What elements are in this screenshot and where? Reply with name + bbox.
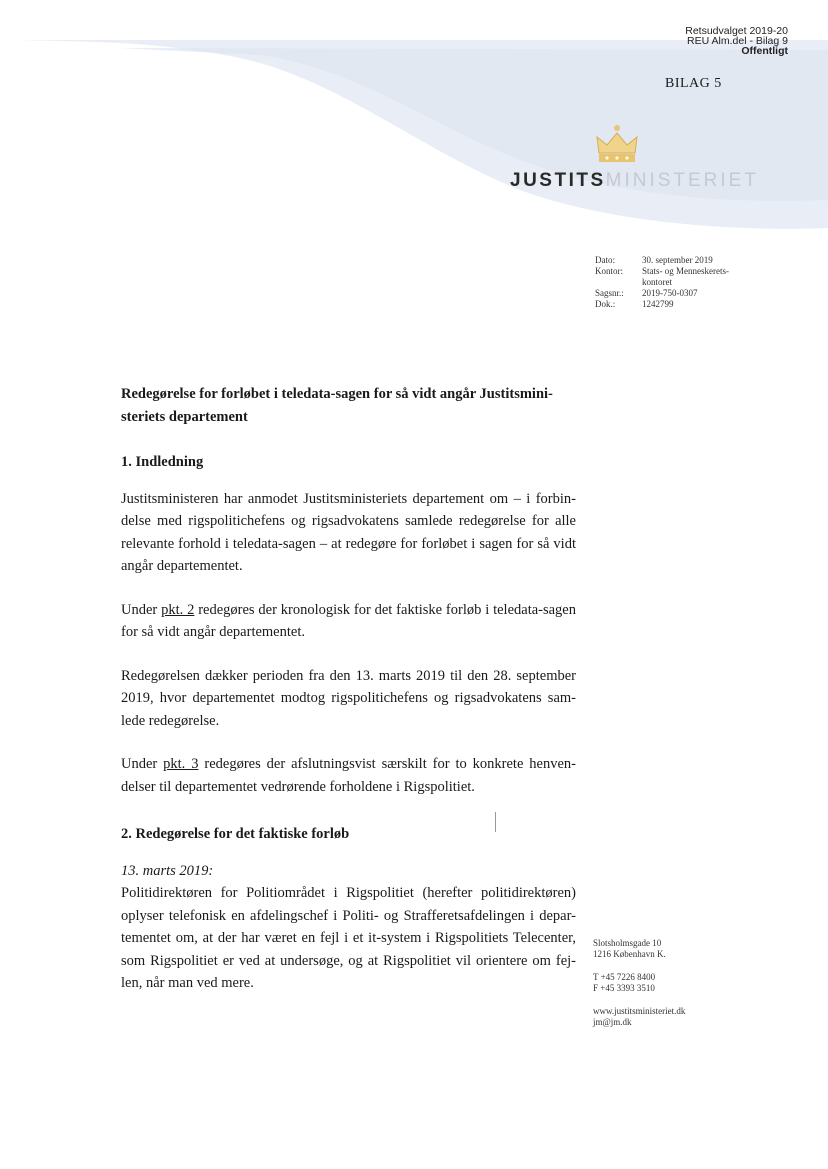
text: redegøres der afslutningsvist særskilt for to konkrete henven-delser til departementet vedrørende forholdene i Rigspolitiet. — [121, 756, 576, 795]
phone-block — [593, 972, 685, 994]
section-heading-1: 1. Indledning — [121, 454, 204, 470]
fax-number: F +45 3393 3510 — [593, 983, 655, 993]
meta-label: Kontor: — [595, 266, 623, 276]
email-link[interactable]: jm@jm.dk — [593, 1017, 632, 1027]
paragraph — [121, 753, 576, 798]
paragraph: Redegørelsen dækker perioden fra den 13. marts 2019 til den 28. september 2019, hvor departementet modtog rigspolitichefens og rigsadvokatens sam-lede redegørelse. — [121, 667, 576, 729]
address-street: Slotsholmsgade 10 — [593, 938, 662, 948]
meta-value: 2019-750-0307 — [642, 288, 698, 298]
text: Under — [121, 756, 164, 772]
meta-label: Dato: — [595, 255, 615, 265]
paragraph: Politidirektøren for Politiområdet i Rigspolitiet (herefter politidirektøren) oplyser telefonisk en afdelingschef i Politi- og Strafferetsafdelingen i depar-tementet om, at der har været en fejl i et it-system i Rigspolitiets Telecenter, som Rigspolitiet er ved at undersøge, og at Rigspolitiet vil orientere om fej-len, når man ved mere. — [121, 885, 576, 991]
meta-row — [595, 288, 752, 299]
paragraph: Justitsministeren har anmodet Justitsministeriets departement om – i forbin-delse med rigspolitichefens og rigsadvokatens samlede redegørelse for alle relevante forhold i teledata-sagen – at redegøre for forløbet i sagen for så vidt angår departementet. — [121, 490, 576, 574]
logo-text-light: MINISTERIET — [605, 170, 759, 191]
section-link-pkt-2[interactable]: pkt. 2 — [161, 601, 195, 618]
ministry-logo — [510, 170, 759, 192]
meta-row — [595, 299, 752, 310]
document-body — [121, 383, 576, 995]
section-heading-2: 2. Redegørelse for det faktiske forløb — [121, 826, 350, 842]
crown-icon — [593, 123, 641, 169]
stamp-line-1: Retsudvalget 2019-20 — [685, 25, 788, 37]
address-block — [593, 938, 685, 960]
website-link[interactable]: www.justitsministeriet.dk — [593, 1006, 686, 1016]
bilag-label: BILAG 5 — [665, 76, 722, 91]
meta-row — [595, 266, 752, 277]
meta-value: kontoret — [642, 277, 672, 287]
document-metadata — [595, 255, 752, 310]
meta-value: Stats- og Menneskerets- — [642, 266, 729, 276]
address-city: 1216 København K. — [593, 949, 666, 959]
entry-date: 13. marts 2019: — [121, 862, 214, 879]
phone-number: T +45 7226 8400 — [593, 972, 656, 982]
text: redegøres der kronologisk for det faktiske forløb i teledata-sagen for så vidt angår departementet. — [121, 601, 576, 640]
stamp-line-3: Offentligt — [741, 45, 788, 57]
section-link-pkt-3[interactable]: pkt. 3 — [163, 756, 199, 772]
meta-label: Dok.: — [595, 299, 616, 309]
meta-row — [595, 255, 752, 266]
meta-value: 1242799 — [642, 299, 674, 309]
stamp-line-2: REU Alm.del - Bilag 9 — [687, 35, 788, 47]
meta-value: 30. september 2019 — [642, 255, 713, 265]
document-title: Redegørelse for forløbet i teledata-sagen for så vidt angår Justitsmini-steriets departement — [121, 386, 553, 425]
archive-stamp — [685, 26, 788, 56]
logo-text-bold: JUSTITS — [510, 170, 606, 191]
text: Under — [121, 601, 162, 618]
meta-row — [595, 277, 752, 288]
contact-footer — [593, 938, 685, 1028]
paragraph — [121, 599, 576, 644]
meta-label: Sagsnr.: — [595, 288, 624, 298]
meta-label — [595, 277, 642, 288]
text-cursor-mark — [495, 812, 496, 832]
web-block — [593, 1006, 685, 1028]
